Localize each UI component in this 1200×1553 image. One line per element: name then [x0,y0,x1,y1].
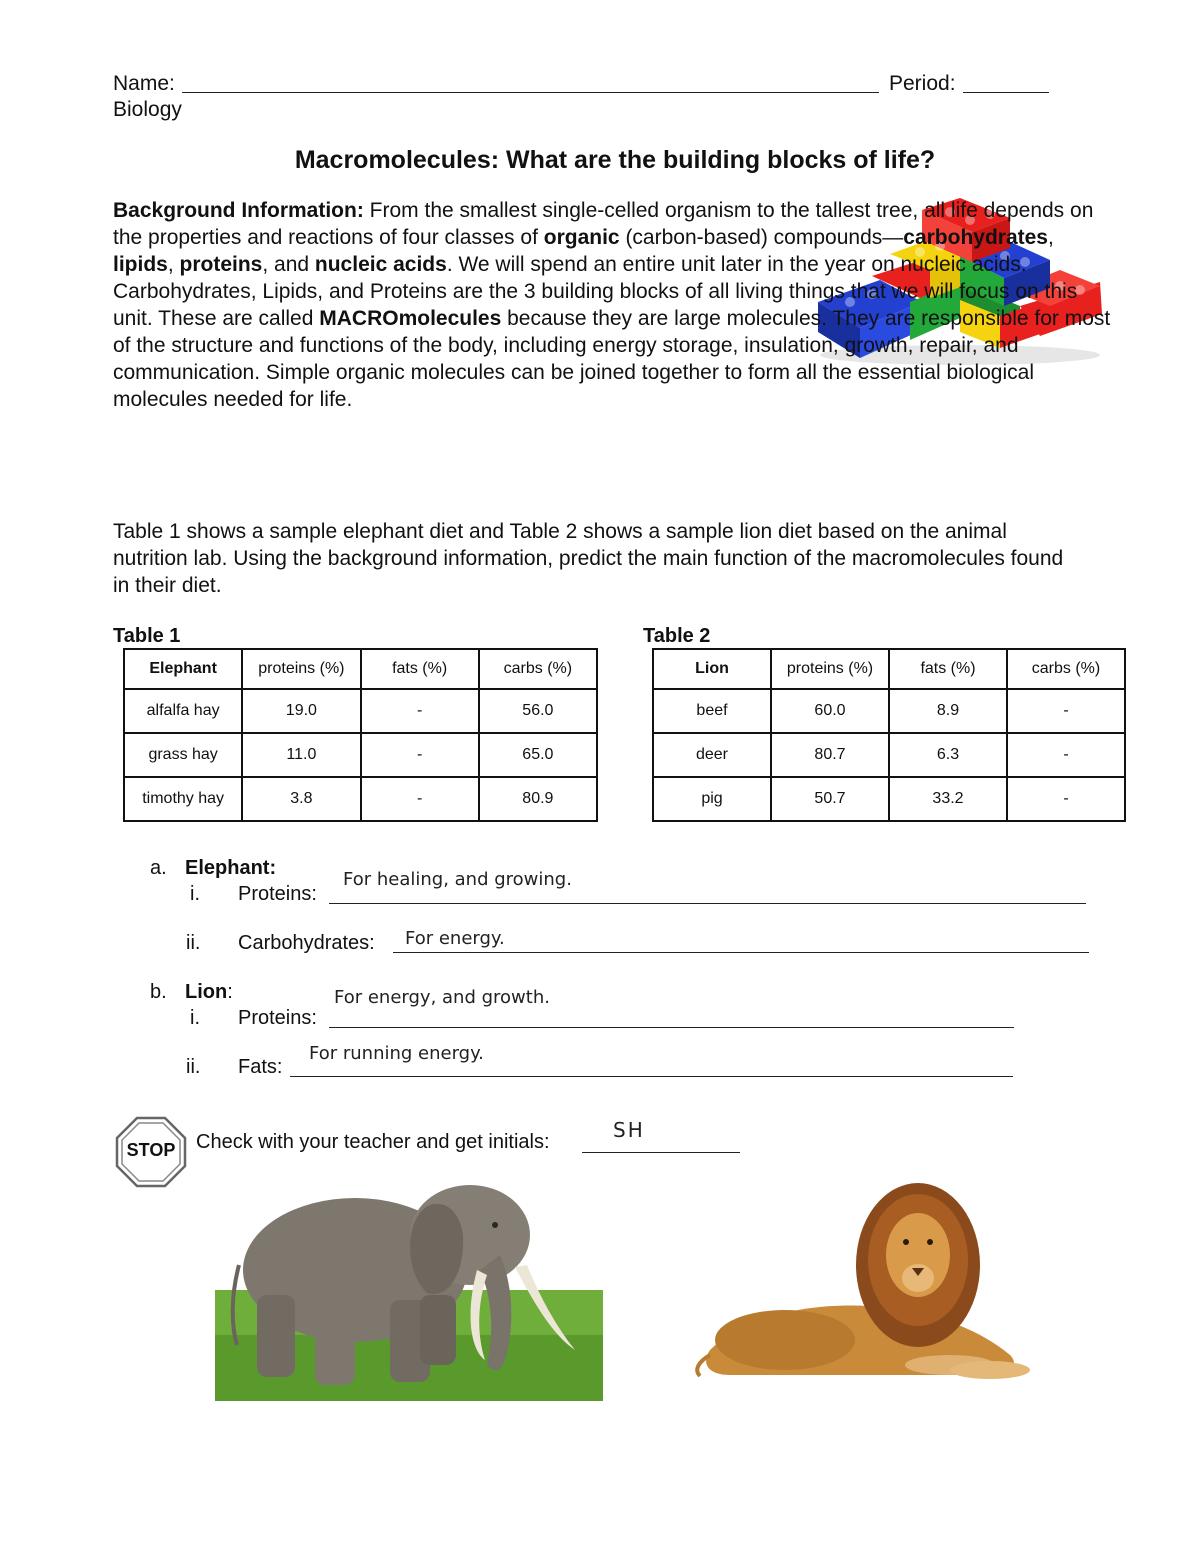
name-field[interactable] [182,92,879,93]
separator-3: , and [262,253,315,276]
background-heading: Background Information [113,199,357,222]
question-a-label: Elephant: [185,857,277,879]
table-row [124,689,597,733]
question-b-ii-label: Fats: [238,1056,283,1078]
table-row [653,733,1125,777]
header-cell: Lion [653,649,771,689]
background-text-3: . We will spend an entire unit later in the year on nucleic acids. Carbohydrates, Lipids, and Proteins are the 3 building blocks of all living things that we will focus on this unit. These are called [113,253,1078,330]
lion-diet-table [652,648,1126,822]
header-cell: carbs (%) [479,649,597,689]
question-a-marker: a. [150,857,167,879]
question-a-ii-marker: ii. [186,932,201,954]
background-text-2: (carbon-based) compounds— [619,226,904,249]
answer-lion-fats[interactable]: For running energy. [309,1043,484,1064]
instructions-paragraph: Table 1 shows a sample elephant diet and Table 2 shows a sample lion diet based on the animal nutrition lab. Using the background information, predict the main function of the macromolecules found in their diet. [113,520,1064,597]
stop-sign-label: STOP [126,1140,176,1160]
table-cell: 80.9 [479,777,597,821]
table-cell: - [361,777,479,821]
table-cell: pig [653,777,771,821]
table-cell: timothy hay [124,777,242,821]
period-label: Period: [889,72,956,95]
answer-line-lion-fats[interactable] [290,1076,1013,1077]
table-cell: 56.0 [479,689,597,733]
term-carbohydrates: carbohydrates [903,226,1048,249]
subject-label: Biology [113,98,182,121]
table-cell: 8.9 [889,689,1007,733]
table-cell: - [1007,733,1125,777]
table-cell: 65.0 [479,733,597,777]
background-paragraph [113,197,1113,413]
stop-sign-icon [115,1116,187,1188]
header-cell: proteins (%) [771,649,889,689]
term-organic: organic [543,226,620,249]
question-a-i-marker: i. [190,883,200,905]
header-cell: fats (%) [361,649,479,689]
initials-line[interactable] [582,1152,740,1153]
table-row [653,777,1125,821]
table-cell: - [361,689,479,733]
table-cell: - [1007,689,1125,733]
table2-label: Table 2 [643,625,711,647]
header-cell: carbs (%) [1007,649,1125,689]
table-row [124,733,597,777]
question-b-ii-marker: ii. [186,1056,201,1078]
elephant-diet-table [123,648,598,822]
separator-1: , [1048,226,1054,249]
name-label: Name: [113,72,175,95]
table-header-row [124,649,597,689]
answer-lion-proteins[interactable]: For energy, and growth. [334,987,550,1008]
separator-2: , [167,253,180,276]
table-cell: deer [653,733,771,777]
background-text-1: From the smallest single-celled organism to the tallest tree, all life depends on the properties and reactions of four classes of [113,199,1094,249]
question-a-ii-label: Carbohydrates: [238,932,375,954]
table-cell: 60.0 [771,689,889,733]
question-b-label: Lion [185,981,228,1003]
checkpoint-text: Check with your teacher and get initials: [196,1131,550,1153]
table-header-row [653,649,1125,689]
table-row [653,689,1125,733]
answer-line-elephant-carbohydrates[interactable] [393,952,1089,953]
elephant-image [215,1175,603,1401]
question-b-marker: b. [150,981,167,1003]
period-field[interactable] [963,92,1049,93]
table-cell: 80.7 [771,733,889,777]
header-cell: proteins (%) [242,649,360,689]
table-cell: beef [653,689,771,733]
question-b-i-marker: i. [190,1007,200,1029]
header-cell: fats (%) [889,649,1007,689]
question-b-i-label: Proteins: [238,1007,317,1029]
table-cell: - [361,733,479,777]
table-cell: 50.7 [771,777,889,821]
term-macromolecules: MACROmolecules [319,307,502,330]
answer-line-elephant-proteins[interactable] [329,903,1086,904]
table-row [124,777,597,821]
lion-image [690,1180,1035,1380]
teacher-initials[interactable]: SH [613,1118,645,1142]
header-cell: Elephant [124,649,242,689]
term-nucleic-acids: nucleic acids [314,253,447,276]
background-heading-colon: : [356,199,364,222]
answer-elephant-proteins[interactable]: For healing, and growing. [343,869,572,890]
question-a-i-label: Proteins: [238,883,317,905]
background-text-4: because they are large molecules. They are responsible for most of the structure and functions of the body, including energy storage, insulation, growth, repair, and communication. Simple organic molecules can be joined together to form all the essential biological molecules needed for life. [113,307,1111,411]
answer-line-lion-proteins[interactable] [329,1027,1014,1028]
table-cell: - [1007,777,1125,821]
answer-elephant-carbohydrates[interactable]: For energy. [405,928,505,949]
table-cell: 33.2 [889,777,1007,821]
term-proteins: proteins [179,253,263,276]
question-b-colon: : [227,981,233,1003]
table-cell: alfalfa hay [124,689,242,733]
page-title: Macromolecules: What are the building blocks of life? [294,146,936,174]
table-cell: 6.3 [889,733,1007,777]
table-cell: grass hay [124,733,242,777]
table1-label: Table 1 [113,625,181,647]
term-lipids: lipids [113,253,168,276]
table-cell: 3.8 [242,777,360,821]
table-cell: 11.0 [242,733,360,777]
table-cell: 19.0 [242,689,360,733]
